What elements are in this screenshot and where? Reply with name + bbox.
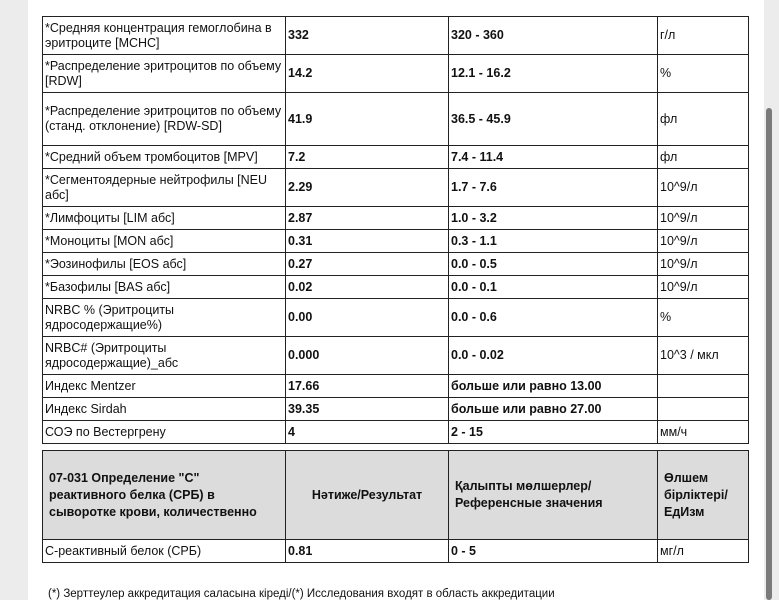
- table-row: [43, 146, 749, 169]
- results-table: [42, 16, 749, 563]
- table-row: [43, 169, 749, 207]
- test-name: *Лимфоциты [LIM абс]: [43, 207, 286, 230]
- result-value: 41.9: [286, 93, 449, 146]
- gap-cell: [43, 444, 749, 451]
- result-value: 2.87: [286, 207, 449, 230]
- result-value: 0.31: [286, 230, 449, 253]
- table-row: [43, 398, 749, 421]
- result-value: 2.29: [286, 169, 449, 207]
- unit: [658, 398, 749, 421]
- test-name: NRBC# (Эритроциты ядросодержащие)_абс: [43, 337, 286, 375]
- reference-range: больше или равно 13.00: [449, 375, 658, 398]
- unit: 10^9/л: [658, 169, 749, 207]
- reference-range: 0.0 - 0.6: [449, 299, 658, 337]
- reference-range: 0.3 - 1.1: [449, 230, 658, 253]
- result-value: 332: [286, 17, 449, 55]
- reference-range: 12.1 - 16.2: [449, 55, 658, 93]
- result-value: 14.2: [286, 55, 449, 93]
- test-name: *Средняя концентрация гемоглобина в эритроците [MCHC]: [43, 17, 286, 55]
- unit: мг/л: [658, 540, 749, 563]
- result-value: 0.81: [286, 540, 449, 563]
- reference-range: 0.0 - 0.1: [449, 276, 658, 299]
- reference-range: 0 - 5: [449, 540, 658, 563]
- unit: %: [658, 55, 749, 93]
- table-row: [43, 17, 749, 55]
- reference-range: больше или равно 27.00: [449, 398, 658, 421]
- reference-range: 0.0 - 0.02: [449, 337, 658, 375]
- table-row: [43, 299, 749, 337]
- unit: 10^9/л: [658, 230, 749, 253]
- test-name: Индекс Sirdah: [43, 398, 286, 421]
- result-value: 7.2: [286, 146, 449, 169]
- unit: мм/ч: [658, 421, 749, 444]
- test-name: С-реактивный белок (СРБ): [43, 540, 286, 563]
- table-row: [43, 276, 749, 299]
- table-row: [43, 55, 749, 93]
- result-value: 0.000: [286, 337, 449, 375]
- test-name: *Средний объем тромбоцитов [MPV]: [43, 146, 286, 169]
- section-header-row: [43, 451, 749, 540]
- table-row: [43, 375, 749, 398]
- table-row: [43, 207, 749, 230]
- test-name: *Эозинофилы [EOS абс]: [43, 253, 286, 276]
- unit: фл: [658, 93, 749, 146]
- result-value: 0.00: [286, 299, 449, 337]
- unit: фл: [658, 146, 749, 169]
- unit: %: [658, 299, 749, 337]
- table-row: [43, 337, 749, 375]
- vertical-scrollbar[interactable]: [766, 108, 772, 600]
- reference-range: 7.4 - 11.4: [449, 146, 658, 169]
- result-value: 4: [286, 421, 449, 444]
- table-row: [43, 93, 749, 146]
- result-value: 17.66: [286, 375, 449, 398]
- table-row: [43, 421, 749, 444]
- unit: 10^9/л: [658, 253, 749, 276]
- result-value: 0.02: [286, 276, 449, 299]
- test-name: *Базофилы [BAS абс]: [43, 276, 286, 299]
- table-row: [43, 230, 749, 253]
- reference-range: 320 - 360: [449, 17, 658, 55]
- reference-range: 0.0 - 0.5: [449, 253, 658, 276]
- result-column-header: Нәтиже/Результат: [286, 451, 449, 540]
- reference-range: 2 - 15: [449, 421, 658, 444]
- reference-range: 1.7 - 7.6: [449, 169, 658, 207]
- table-row: [43, 253, 749, 276]
- unit-column-header: Өлшем бірліктері/ ЕдИзм: [658, 451, 749, 540]
- unit: 10^9/л: [658, 276, 749, 299]
- table-row: [43, 540, 749, 563]
- test-name: *Распределение эритроцитов по объему (станд. отклонение) [RDW-SD]: [43, 93, 286, 146]
- report-page: [28, 0, 764, 600]
- test-name: *Сегментоядерные нейтрофилы [NEU абс]: [43, 169, 286, 207]
- section-title: 07-031 Определение "С" реактивного белка (СРБ) в сыворотке крови, количественно: [43, 451, 286, 540]
- reference-column-header: Қалыпты мөлшерлер/Референсные значения: [449, 451, 658, 540]
- test-name: *Моноциты [MON абс]: [43, 230, 286, 253]
- unit: 10^3 / мкл: [658, 337, 749, 375]
- test-name: Индекс Mentzer: [43, 375, 286, 398]
- section-gap: [43, 444, 749, 451]
- test-name: СОЭ по Вестергрену: [43, 421, 286, 444]
- result-value: 0.27: [286, 253, 449, 276]
- reference-range: 1.0 - 3.2: [449, 207, 658, 230]
- test-name: *Распределение эритроцитов по объему [RDW]: [43, 55, 286, 93]
- test-name: NRBC % (Эритроциты ядросодержащие%): [43, 299, 286, 337]
- unit: г/л: [658, 17, 749, 55]
- result-value: 39.35: [286, 398, 449, 421]
- unit: [658, 375, 749, 398]
- reference-range: 36.5 - 45.9: [449, 93, 658, 146]
- accreditation-footnote: (*) Зерттеулер аккредитация саласына кіреді/(*) Исследования входят в область аккредитации: [48, 588, 555, 600]
- unit: 10^9/л: [658, 207, 749, 230]
